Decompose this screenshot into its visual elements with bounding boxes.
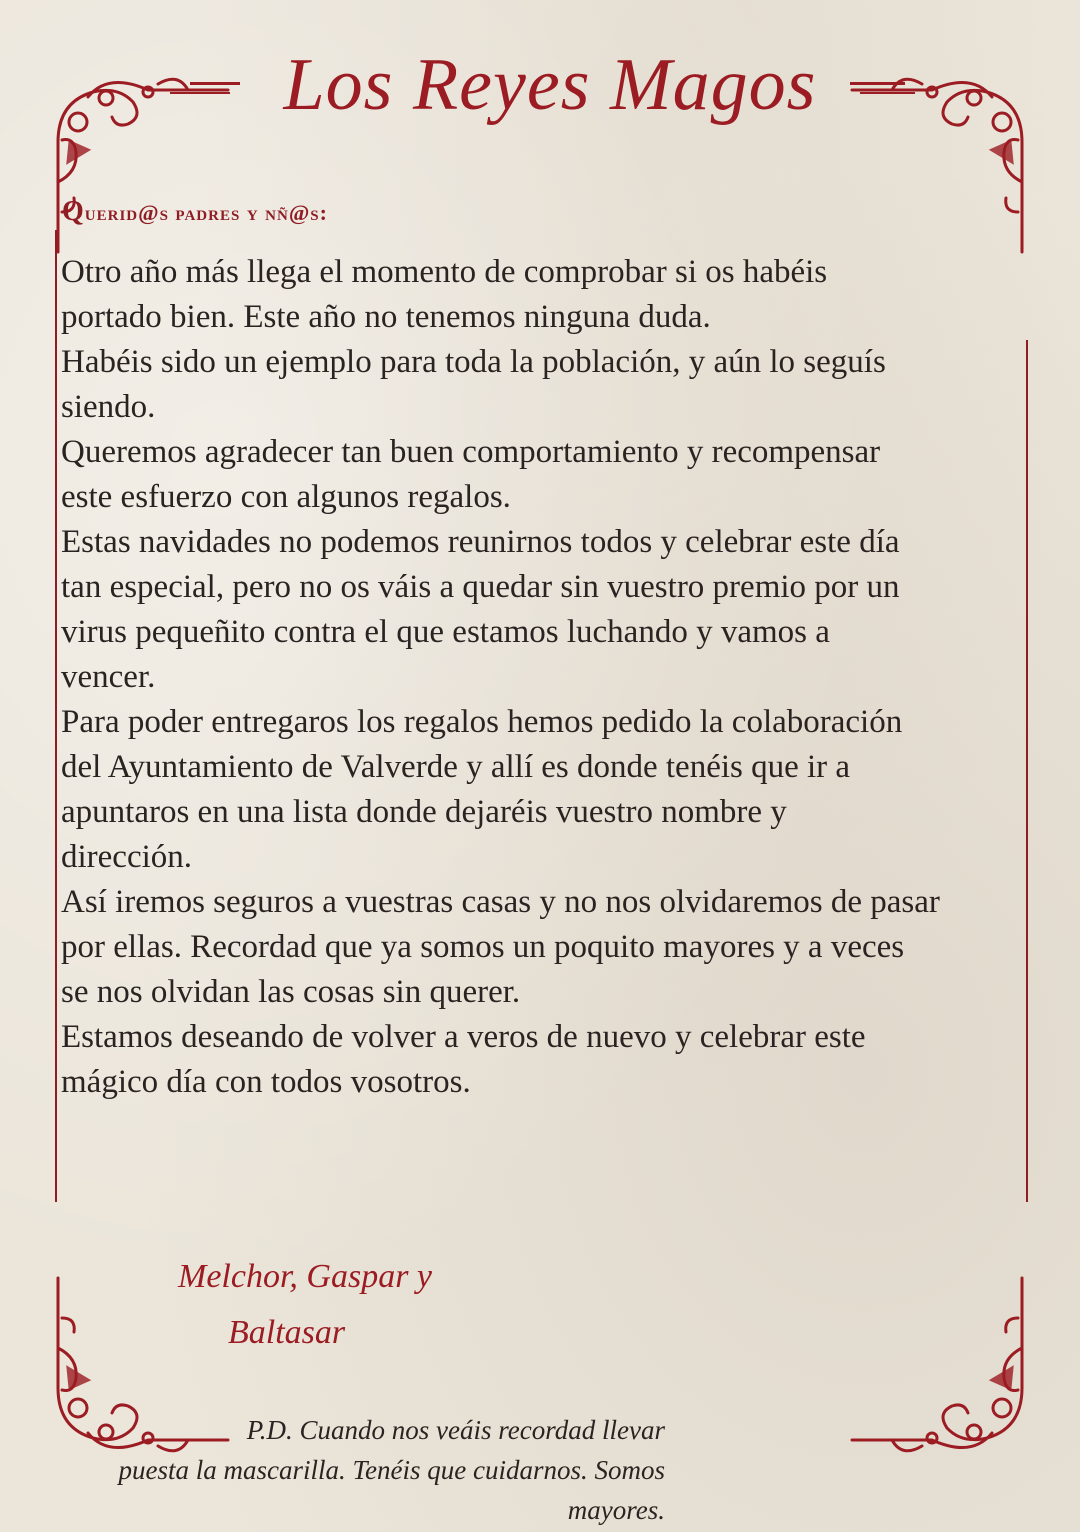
letter-body	[61, 250, 1031, 1105]
body-line: vencer.	[61, 659, 156, 695]
frame-line-left	[55, 230, 57, 1202]
body-line: este esfuerzo con algunos regalos.	[61, 479, 511, 515]
salutation	[62, 196, 328, 228]
body-line: dirección.	[61, 839, 193, 875]
body-line: virus pequeñito contra el que estamos luchando y vamos a	[61, 614, 830, 650]
signature-line-2: Baltasar	[228, 1314, 346, 1351]
page-title: Los Reyes Magos	[283, 44, 817, 126]
signature-line-1: Melchor, Gaspar y	[178, 1258, 433, 1295]
body-line: del Ayuntamiento de Valverde y allí es donde tenéis que ir a	[61, 749, 851, 785]
body-line: Estamos deseando de volver a veros de nuevo y celebrar este	[61, 1019, 866, 1055]
body-line: por ellas. Recordad que ya somos un poquito mayores y a veces	[61, 929, 905, 965]
body-line: Así iremos seguros a vuestras casas y no nos olvidaremos de pasar	[61, 884, 940, 920]
postscript	[65, 1410, 665, 1530]
title-rule-right	[850, 82, 905, 85]
title-rule-left-secondary	[170, 92, 230, 94]
body-line: Otro año más llega el momento de comprobar si os habéis	[61, 254, 828, 290]
postscript-line-3: mayores.	[567, 1495, 665, 1525]
body-line: Habéis sido un ejemplo para toda la población, y aún lo seguís	[61, 344, 886, 380]
body-line: Estas navidades no podemos reunirnos todos y celebrar este día	[61, 524, 900, 560]
body-line: apuntaros en una lista donde dejaréis vuestro nombre y	[61, 794, 787, 830]
body-line: mágico día con todos vosotros.	[61, 1064, 471, 1100]
title-rule-right-secondary	[860, 92, 915, 94]
body-line: Para poder entregaros los regalos hemos pedido la colaboración	[61, 704, 903, 740]
body-line: se nos olvidan las cosas sin querer.	[61, 974, 521, 1010]
body-line: tan especial, pero no os váis a quedar sin vuestro premio por un	[61, 569, 900, 605]
title-rule-left	[190, 82, 240, 85]
postscript-line-2: puesta la mascarilla. Tenéis que cuidarnos. Somos	[118, 1455, 665, 1485]
body-line: portado bien. Este año no tenemos ninguna duda.	[61, 299, 711, 335]
body-line: siendo.	[61, 389, 156, 425]
postscript-line-1: P.D. Cuando nos veáis recordad llevar	[246, 1415, 665, 1445]
salutation-rest: uerid@s padres y nñ@s:	[84, 200, 328, 225]
corner-ornament-bottom-right-icon	[842, 1268, 1032, 1468]
body-line: Queremos agradecer tan buen comportamiento y recompensar	[61, 434, 881, 470]
salutation-initial: Q	[62, 196, 85, 227]
